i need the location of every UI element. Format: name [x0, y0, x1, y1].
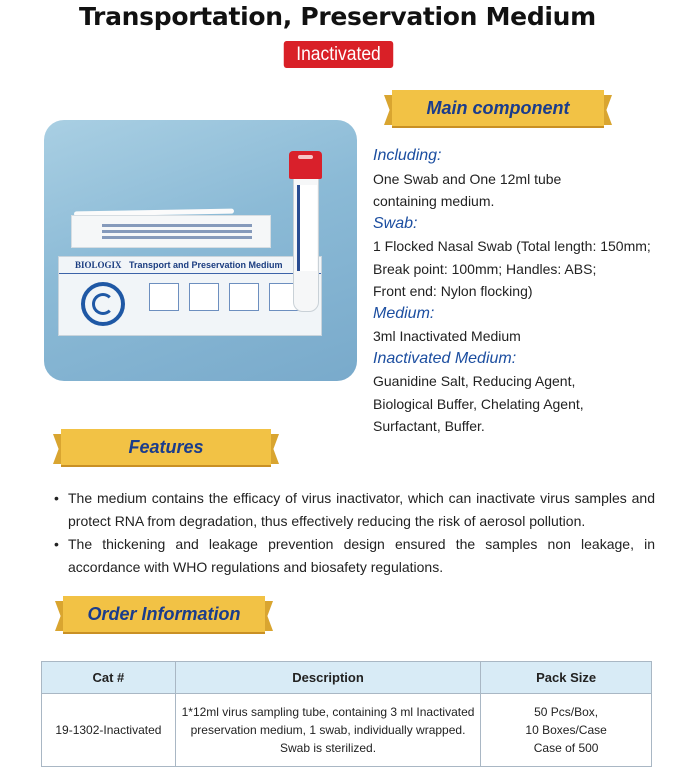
main-component-heading: [384, 90, 612, 132]
description-text: 1*12ml virus sampling tube, containing 3 ml Inactivated preservation medium, 1 swab, individually wrapped. Swab is sterilized.: [181, 705, 475, 755]
instruction-steps: [149, 283, 299, 313]
swab-line: 1 Flocked Nasal Swab (Total length: 150mm;: [373, 238, 651, 254]
pack-size-line: Case of 500: [533, 741, 599, 755]
sample-tube: [293, 160, 319, 312]
feature-item: [52, 533, 655, 579]
feature-item: [52, 487, 655, 533]
main-component-title: Main component: [426, 98, 570, 118]
column-header-cat: Cat #: [42, 662, 176, 694]
bullet-icon: •: [54, 490, 59, 506]
inactivated-badge: Inactivated: [284, 41, 393, 68]
bullet-icon: •: [54, 536, 59, 552]
pack-size-line: 10 Boxes/Case: [525, 723, 607, 737]
order-information-title: Order Information: [87, 604, 241, 624]
medium-text: 3ml Inactivated Medium: [373, 328, 521, 344]
product-photo: [44, 120, 357, 381]
inactivated-medium-text: Guanidine Salt, Reducing Agent, Biological Buffer, Chelating Agent, Surfactant, Buffer.: [373, 373, 584, 434]
cat-number-cell: 19-1302-Inactivated: [42, 694, 176, 767]
swab-line: Break point: 100mm; Handles: ABS;: [373, 260, 597, 277]
page-title: Transportation, Preservation Medium: [79, 2, 596, 31]
medium-label: Medium:: [373, 304, 435, 322]
pouch-title: Transport and Preservation Medium: [129, 260, 283, 270]
pouch-brand: BIOLOGIX: [75, 260, 122, 270]
feature-text: The thickening and leakage prevention design ensured the samples non leakage, in accordance with WHO regulations and biosafety regulations.: [68, 536, 655, 575]
tube-cap: [289, 151, 322, 179]
column-header-pack-size: Pack Size: [481, 662, 652, 694]
features-list: [52, 487, 655, 579]
main-component-details: [373, 145, 673, 438]
swab-line: Front end: Nylon flocking): [373, 283, 533, 299]
order-table: [41, 661, 652, 767]
pack-size-cell: [481, 694, 652, 767]
inactivated-medium-label: Inactivated Medium:: [373, 349, 517, 367]
table-header-row: [42, 662, 652, 694]
feature-text: The medium contains the efficacy of virus inactivator, which can inactivate virus samples and protect RNA from degradation, thus effectively reducing the risk of aerosol pollution.: [68, 490, 655, 529]
swab-label: Swab:: [373, 214, 418, 232]
description-cell: [175, 694, 480, 767]
column-header-description: Description: [175, 662, 480, 694]
features-heading: [53, 429, 279, 471]
including-text: One Swab and One 12ml tube containing medium.: [373, 170, 562, 209]
table-row: [42, 694, 652, 767]
spiral-logo-icon: [81, 282, 125, 326]
pack-size-line: 50 Pcs/Box,: [534, 705, 599, 719]
swab-pouch: [71, 215, 271, 248]
medium-pouch: [58, 256, 322, 336]
order-information-heading: [55, 596, 273, 638]
features-title: Features: [128, 437, 204, 457]
including-label: Including:: [373, 147, 442, 164]
